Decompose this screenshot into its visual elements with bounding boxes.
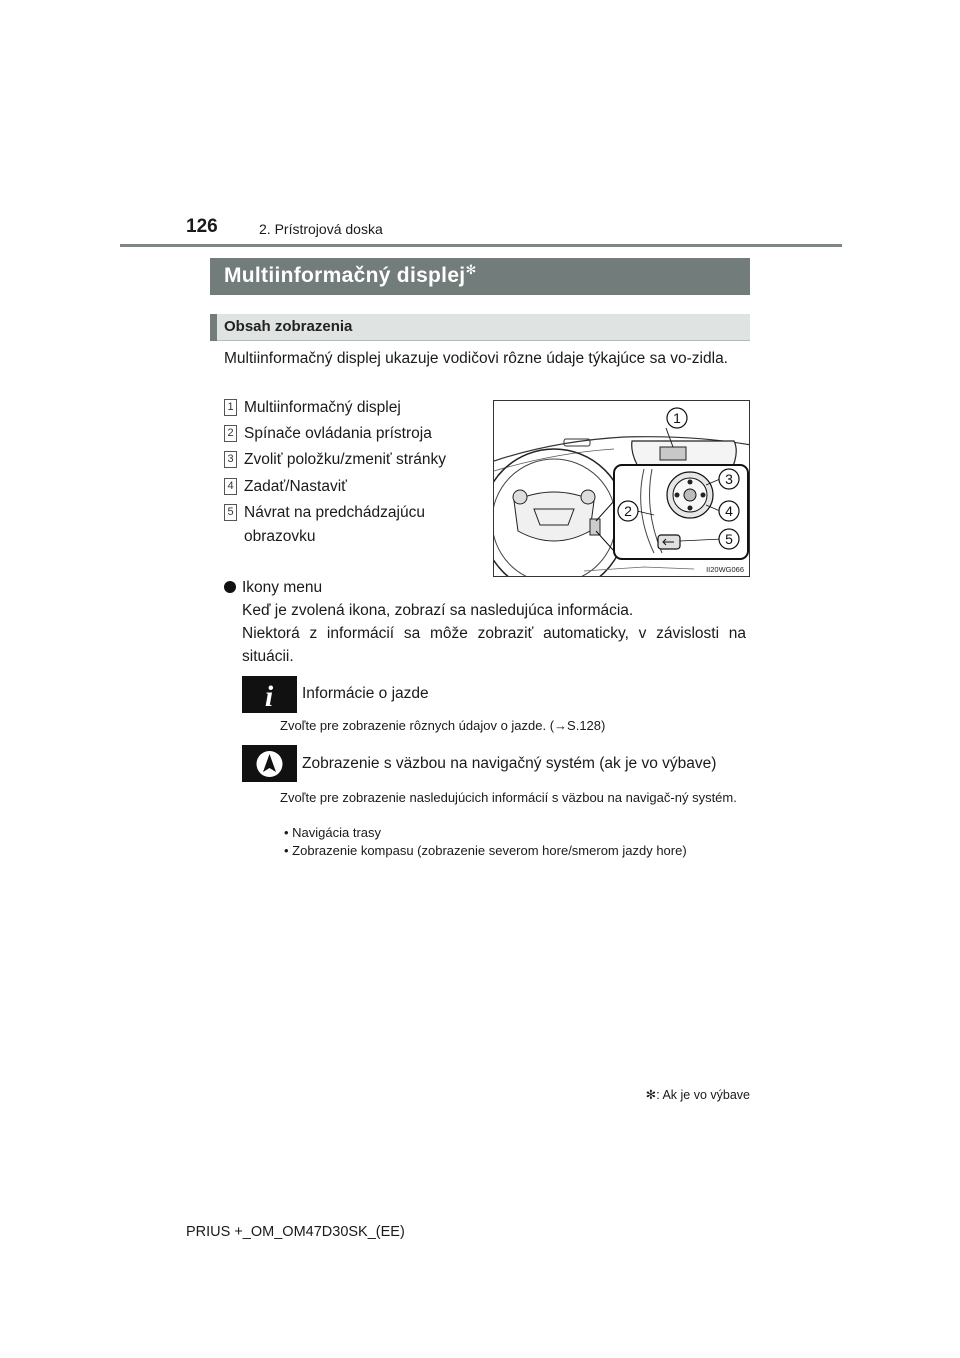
footnote [640,1087,750,1102]
section-accent [210,314,217,341]
item-number: 2 [224,425,237,442]
navigation-icon-label: Zobrazenie s väzbou na navigačný systém (ak je vo výbave) [302,755,717,772]
item-label: Zvoliť položku/zmeniť stránky [244,451,446,468]
footnote-text: : Ak je vo výbave [656,1088,750,1102]
page-number: 126 [186,216,218,237]
list-item [224,475,474,499]
menu-heading-text: Ikony menu [242,579,323,596]
chapter-title: 2. Prístrojová doska [259,221,383,237]
list-item: • Zobrazenie kompasu (zobrazenie severom hore/smerom jazdy hore) [284,843,687,858]
menu-paragraph-1: Keď je zvolená ikona, zobrazí sa nasledujúca informácia. [242,602,634,619]
intro-paragraph: Multiinformačný displej ukazuje vodičovi rôzne údaje týkajúce sa vo-zidla. [224,350,728,367]
header-rule [120,244,842,247]
steering-wheel-illustration [493,400,750,577]
item-label: Spínače ovládania prístroja [244,425,432,442]
optional-marker: ✻ [465,262,477,277]
callout-1: 1 [673,410,681,426]
footnote-marker: ✻ [645,1088,657,1102]
item-label: Zadať/Nastaviť [244,478,347,495]
sub-bullet-text: Zobrazenie kompasu (zobrazenie severom hore/smerom jazdy hore) [292,843,687,858]
sub-bullet-text: Navigácia trasy [292,825,382,840]
callout-3: 3 [725,471,733,487]
callout-2: 2 [624,503,632,519]
info-icon-label: Informácie o jazde [302,685,429,702]
page-title: Multiinformačný displej [224,264,466,287]
menu-paragraph-2: Niektorá z informácií sa môže zobraziť automaticky, v závislosti na situácii. [242,625,746,665]
list-item [224,448,474,472]
item-label: Návrat na predchádzajúcu obrazovku [244,504,425,545]
navigation-icon [242,745,297,782]
callout-4: 4 [725,503,733,519]
document-code: PRIUS +_OM_OM47D30SK_(EE) [186,1224,405,1240]
section-title: Obsah zobrazenia [224,318,353,335]
item-number: 1 [224,399,237,416]
item-label: Multiinformačný displej [244,399,401,416]
bullet-icon [224,581,236,593]
item-number: 5 [224,504,237,521]
section-bar [210,314,750,341]
list-item [224,396,474,420]
menu-heading [224,576,322,600]
svg-text:i: i [264,680,274,713]
illustration-svg [494,401,750,577]
list-item [224,501,454,549]
item-number: 3 [224,451,237,468]
info-icon [242,676,297,713]
page-title-bar [210,258,750,295]
callout-5: 5 [725,531,733,547]
list-item [224,422,474,446]
info-icon-description: Zvoľte pre zobrazenie rôznych údajov o jazde. (→S.128) [280,718,606,733]
figure-code: II20WG066 [706,565,744,574]
item-number: 4 [224,478,237,495]
navigation-icon-description: Zvoľte pre zobrazenie nasledujúcich informácií s väzbou na navigač-ný systém. [280,790,737,805]
list-item: • Navigácia trasy [284,825,382,840]
